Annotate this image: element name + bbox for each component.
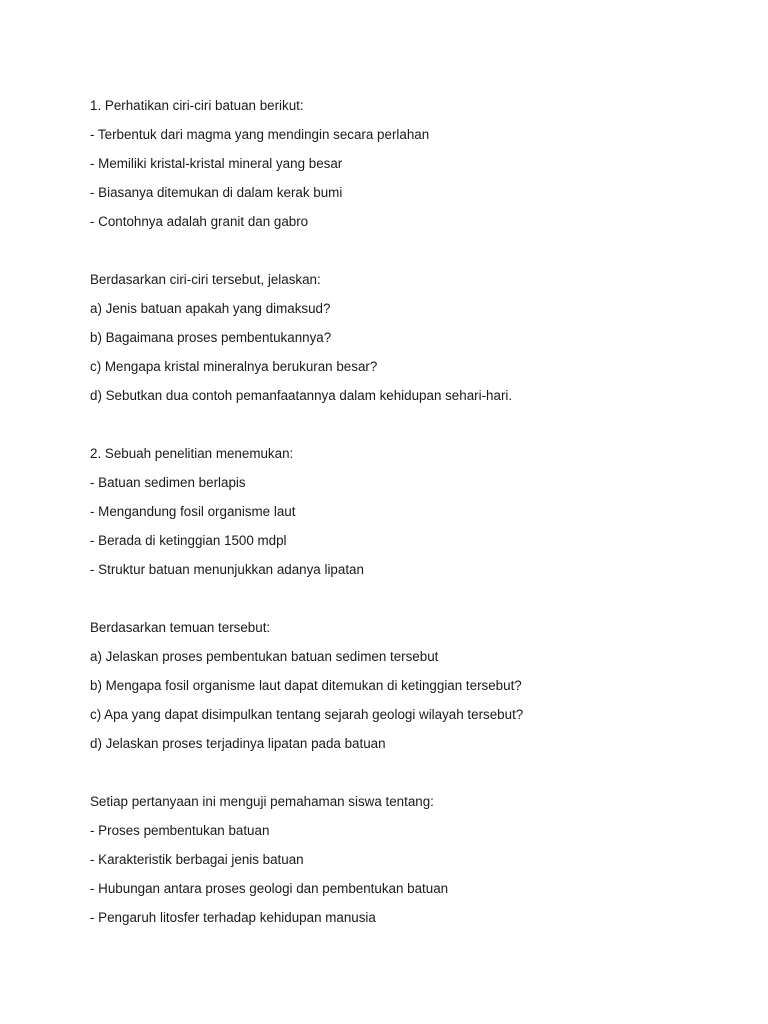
summary-bullet: - Pengaruh litosfer terhadap kehidupan manusia [90, 910, 376, 925]
q1-item: c) Mengapa kristal mineralnya berukuran besar? [90, 359, 378, 374]
q1-bullet: - Memiliki kristal-kristal mineral yang besar [90, 156, 343, 171]
q2-bullet: - Mengandung fosil organisme laut [90, 504, 296, 519]
summary-bullet: - Karakteristik berbagai jenis batuan [90, 852, 304, 867]
q1-heading: 1. Perhatikan ciri-ciri batuan berikut: [90, 98, 304, 113]
spacer [90, 758, 690, 787]
q2-item: a) Jelaskan proses pembentukan batuan sedimen tersebut [90, 649, 439, 664]
q1-bullet: - Terbentuk dari magma yang mendingin secara perlahan [90, 127, 430, 142]
q1-item: b) Bagaimana proses pembentukannya? [90, 330, 332, 345]
q2-bullet: - Struktur batuan menunjukkan adanya lipatan [90, 562, 364, 577]
q2-item: c) Apa yang dapat disimpulkan tentang sejarah geologi wilayah tersebut? [90, 707, 524, 722]
q1-item: d) Sebutkan dua contoh pemanfaatannya dalam kehidupan sehari-hari. [90, 388, 513, 403]
summary-heading: Setiap pertanyaan ini menguji pemahaman siswa tentang: [90, 794, 434, 809]
q2-bullet: - Berada di ketinggian 1500 mdpl [90, 533, 287, 548]
q2-heading: 2. Sebuah penelitian menemukan: [90, 446, 294, 461]
q1-item: a) Jenis batuan apakah yang dimaksud? [90, 301, 331, 316]
spacer [90, 584, 690, 613]
q2-item: d) Jelaskan proses terjadinya lipatan pada batuan [90, 736, 386, 751]
document-body [90, 91, 690, 932]
spacer [90, 236, 690, 265]
spacer [90, 410, 690, 439]
q2-bullet: - Batuan sedimen berlapis [90, 475, 246, 490]
q1-bullet: - Contohnya adalah granit dan gabro [90, 214, 309, 229]
summary-bullet: - Hubungan antara proses geologi dan pembentukan batuan [90, 881, 449, 896]
q2-item: b) Mengapa fosil organisme laut dapat ditemukan di ketinggian tersebut? [90, 678, 522, 693]
q1-prompt: Berdasarkan ciri-ciri tersebut, jelaskan: [90, 272, 321, 287]
q2-prompt: Berdasarkan temuan tersebut: [90, 620, 271, 635]
q1-bullet: - Biasanya ditemukan di dalam kerak bumi [90, 185, 343, 200]
summary-bullet: - Proses pembentukan batuan [90, 823, 270, 838]
